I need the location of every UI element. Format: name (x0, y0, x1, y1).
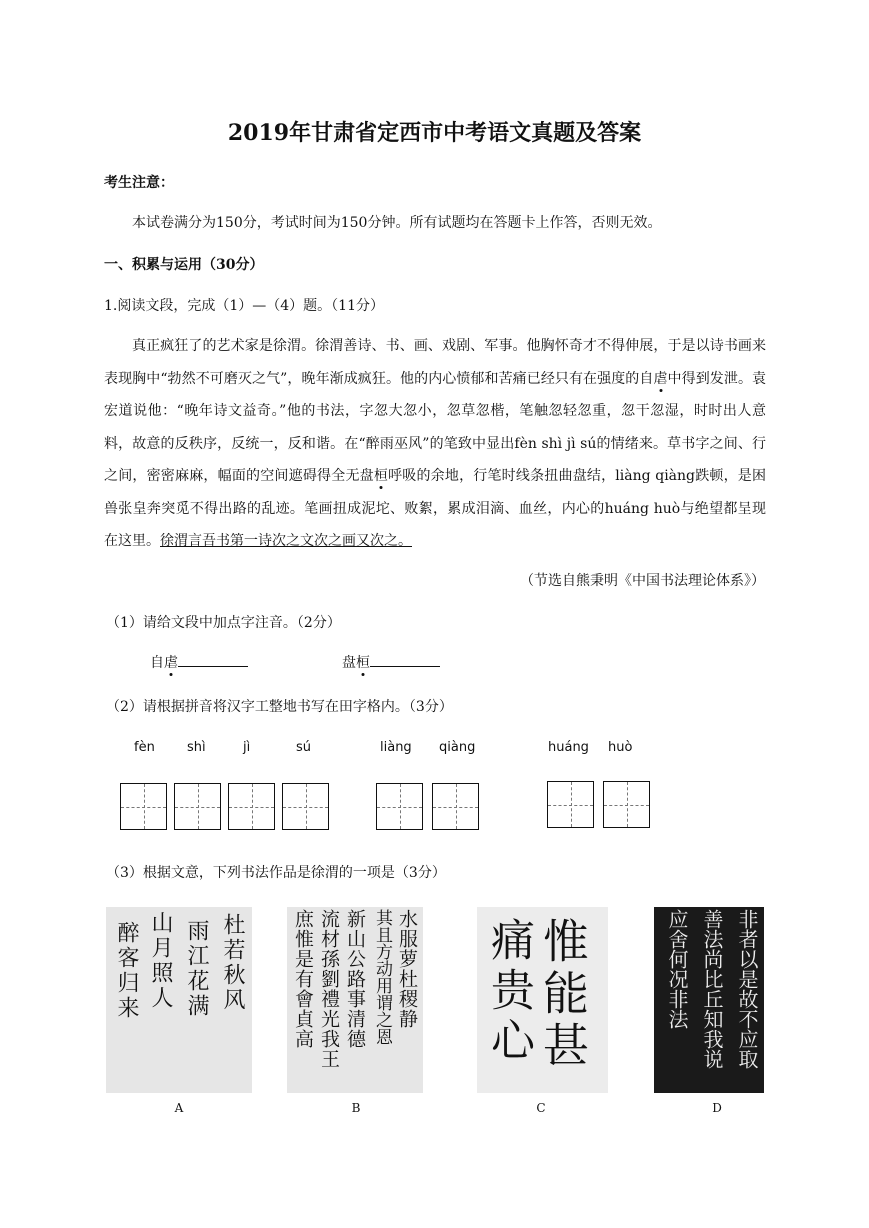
pinyin-label: shì (187, 740, 206, 755)
answer-blank-2[interactable] (370, 654, 440, 667)
annotate-item-1-char: 虐 (164, 655, 178, 671)
underlined-sentence: 徐渭言吾书第一诗次之文次之画又次之。 (160, 533, 412, 549)
writing-grid-cell[interactable] (120, 783, 167, 830)
annotate-item-2-prefix: 盘 (342, 655, 356, 671)
calligraphy-column: 应舍何况非法 (665, 909, 689, 1029)
writing-grid-cell[interactable] (376, 783, 423, 830)
notice-heading: 考生注意： (104, 175, 174, 191)
passage-part-3: 呼吸的余地，行笔时线条扭曲盘结，liàng qiàng跌顿，是困兽张皇奔突觅不得出路的乱迹。笔画扭成泥坨、败絮，累成泪滴、血丝，内心的huáng huò与绝望都呈现在这里。 (104, 468, 767, 549)
calligraphy-column: 善法尚比丘知我说 (700, 909, 724, 1069)
calligraphy-column: 水服萝杜稷静 (396, 909, 418, 1029)
pinyin-label: fèn (134, 740, 155, 755)
writing-grid-cell[interactable] (432, 783, 479, 830)
option-label-d: D (712, 1101, 722, 1115)
calligraphy-column: 非者以是故不应取 (735, 909, 759, 1069)
pinyin-label: huáng (548, 740, 589, 755)
calligraphy-column: 痛贵心 (483, 917, 534, 1067)
question-1-prompt: 1.阅读文段，完成（1）—（4）题。（11分） (104, 298, 384, 314)
pinyin-label: jì (243, 740, 251, 755)
passage-part-1: 真正疯狂了的艺术家是徐渭。徐渭善诗、书、画、戏剧、军事。他胸怀奇才不得伸展，于是以诗书画来表现胸中“勃然不可磨灭之气”，晚年渐成疯狂。他的内心愤郁和苦痛已经只有在强度的自 (104, 338, 766, 387)
dotted-char-1: 虐 (653, 370, 668, 387)
writing-grid-cell[interactable] (228, 783, 275, 830)
pinyin-label: sú (296, 740, 312, 755)
annotate-item-1 (150, 652, 248, 672)
notice-text: 本试卷满分为150分，考试时间为150分钟。所有试题均在答题卡上作答，否则无效。 (132, 215, 662, 231)
section-heading: 一、积累与运用（30分） (104, 257, 264, 273)
sub-question-2: （2）请根据拼音将汉字工整地书写在田字格内。（3分） (106, 699, 453, 715)
calligraphy-column: 惟能甚 (536, 917, 590, 1073)
option-label-b: B (351, 1101, 361, 1115)
dotted-char-2: 桓 (373, 468, 389, 484)
calligraphy-column: 新山公路事清德 (344, 909, 366, 1049)
annotate-item-2 (342, 652, 440, 672)
passage-source: （节选自熊秉明《中国书法理论体系》） (520, 573, 765, 589)
annotate-item-1-prefix: 自 (150, 655, 164, 671)
pinyin-label: qiàng (439, 740, 476, 755)
calligraphy-column: 山月照人 (148, 911, 173, 1011)
annotate-item-2-char: 桓 (356, 655, 370, 671)
pinyin-label: huò (608, 740, 633, 755)
calligraphy-column: 庶惟是有會貞高 (292, 909, 314, 1049)
calligraphy-column: 杜若秋风 (220, 913, 245, 1013)
calligraphy-image-b[interactable] (287, 907, 423, 1093)
sub-question-3: （3）根据文意，下列书法作品是徐渭的一项是（3分） (106, 865, 446, 881)
calligraphy-image-a[interactable] (106, 907, 252, 1093)
passage-part-2: 中得到发泄。袁宏道说他：“晚年诗文益奇。”他的书法，字忽大忽小，忽草忽楷，笔触忽轻忽重，忽干忽湿，时时出人意料，故意的反秩序，反统一，反和谐。在“醉雨巫风”的笔致中显出fèn shì jì sú的情绪来。草书字之间、行之间，密密麻麻，幅面的空间遮碍得全无盘 (104, 370, 767, 484)
calligraphy-column: 醉客归来 (114, 921, 139, 1021)
writing-grid-cell[interactable] (547, 781, 594, 828)
writing-grid-cell[interactable] (282, 783, 329, 830)
writing-grid-cell[interactable] (603, 781, 650, 828)
pinyin-label: liàng (380, 740, 412, 755)
page-title: 2019年甘肃省定西市中考语文真题及答案 (227, 120, 642, 146)
option-label-a: A (174, 1101, 184, 1115)
reading-passage (104, 330, 766, 558)
calligraphy-image-c[interactable] (477, 907, 608, 1093)
calligraphy-column: 其且方动用谓之恩 (372, 909, 392, 1045)
answer-blank-1[interactable] (178, 654, 248, 667)
calligraphy-column: 流材孫劉禮光我王 (318, 909, 340, 1069)
calligraphy-column: 雨江花满 (184, 919, 209, 1019)
calligraphy-image-d[interactable] (654, 907, 764, 1093)
writing-grid-cell[interactable] (174, 783, 221, 830)
sub-question-1: （1）请给文段中加点字注音。（2分） (106, 615, 341, 631)
option-label-c: C (536, 1101, 546, 1115)
